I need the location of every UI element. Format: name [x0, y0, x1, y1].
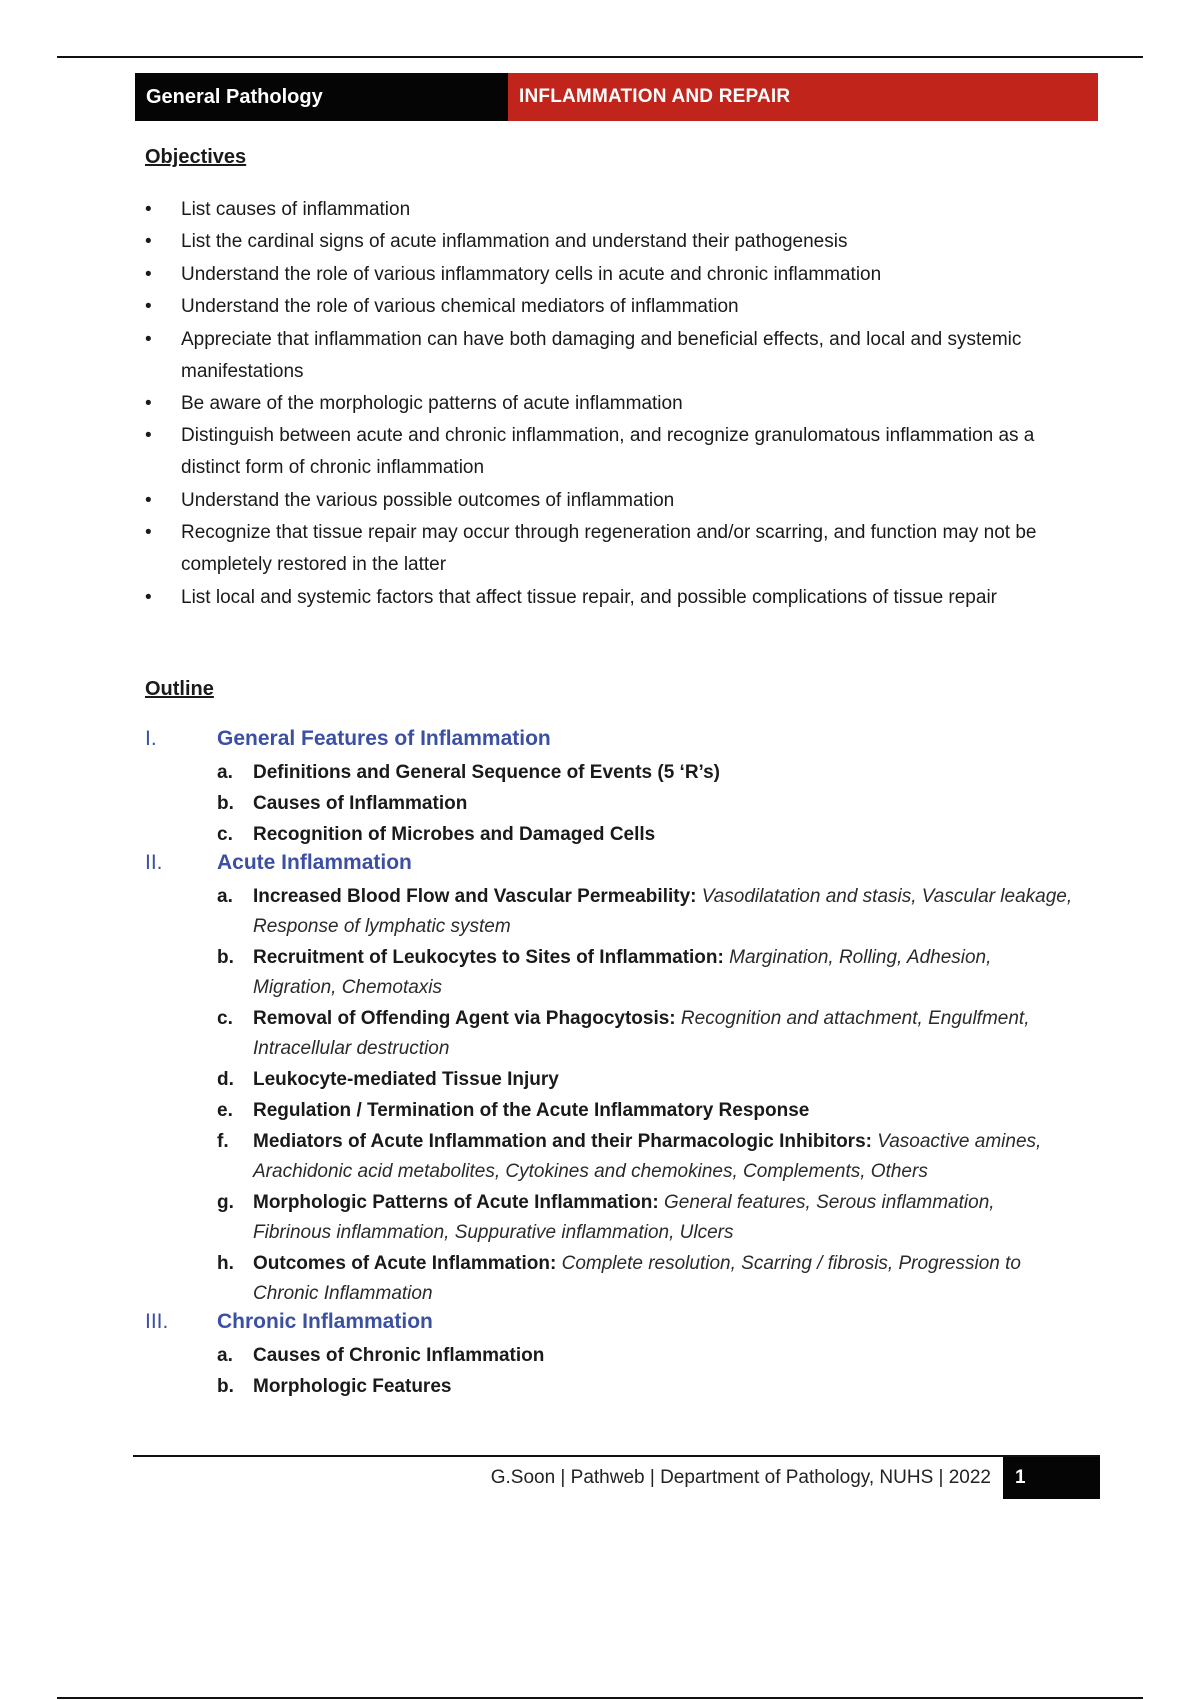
outline-subitem [145, 1127, 1095, 1187]
subitem-title: Recognition of Microbes and Damaged Cells [253, 823, 656, 845]
outline-subitem [145, 1096, 1095, 1126]
bottom-rule [57, 1697, 1143, 1699]
subitem-title: Definitions and General Sequence of Events (5 ‘R’s) [253, 761, 721, 783]
subitem-title: Morphologic Features [253, 1375, 452, 1397]
outline-subitem [145, 1249, 1095, 1309]
objective-item: • List the cardinal signs of acute inflammation and understand their pathogenesis [145, 226, 1095, 258]
objectives-list [145, 194, 1095, 614]
subitem-letter: a. [217, 885, 233, 907]
subitem-details: Vasodilatation and stasis, Vascular leakage, Response of lymphatic system [253, 885, 1073, 937]
outline-subitem [145, 1004, 1095, 1064]
subitem-details: Recognition and attachment, Engulfment, Intracellular destruction [253, 1007, 1030, 1059]
subitem-letter: e. [217, 1099, 233, 1121]
outline-subitem [145, 820, 1095, 850]
objective-item: • Understand the role of various inflammatory cells in acute and chronic inflammation [145, 259, 1095, 291]
subitem-details: Margination, Rolling, Adhesion, Migration, Chemotaxis [253, 946, 992, 998]
objectives-title: Objectives [145, 146, 247, 168]
objective-item: • Understand the role of various chemical mediators of inflammation [145, 291, 1095, 323]
subitem-title: Outcomes of Acute Inflammation: [253, 1252, 557, 1274]
outline-subitem [145, 1341, 1095, 1371]
outline-title: Outline [145, 677, 214, 700]
page-footer [133, 1455, 1100, 1499]
top-rule [57, 56, 1143, 58]
subitem-letter: d. [217, 1068, 234, 1090]
subitem-letter: g. [217, 1191, 234, 1213]
section-numeral: II. [145, 850, 163, 874]
outline-section-heading [145, 727, 1095, 758]
outline-subitem [145, 943, 1095, 1003]
outline-subitem [145, 789, 1095, 819]
subitem-letter: c. [217, 1007, 233, 1029]
subitem-letter: a. [217, 761, 233, 783]
section-title: Chronic Inflammation [217, 1309, 433, 1333]
subitem-title: Recruitment of Leukocytes to Sites of Inflammation: [253, 946, 724, 968]
subitem-title: Removal of Offending Agent via Phagocytosis: [253, 1007, 676, 1029]
objective-item: • Appreciate that inflammation can have both damaging and beneficial effects, and local and systemic manifestations [145, 324, 1095, 388]
header-topic-title: INFLAMMATION AND REPAIR [508, 73, 1098, 121]
header-course-title: General Pathology [135, 73, 508, 121]
section-title: General Features of Inflammation [217, 726, 551, 750]
subitem-title: Regulation / Termination of the Acute Inflammatory Response [253, 1099, 810, 1121]
subitem-letter: h. [217, 1252, 234, 1274]
outline-list [145, 727, 1095, 1402]
subitem-title: Mediators of Acute Inflammation and their Pharmacologic Inhibitors: [253, 1130, 872, 1152]
subitem-letter: a. [217, 1344, 233, 1366]
subitem-letter: b. [217, 792, 234, 814]
page-content [145, 146, 1095, 1403]
subitem-details: Vasoactive amines, Arachidonic acid metabolites, Cytokines and chemokines, Complements, Others [253, 1130, 1042, 1182]
objective-item: • Recognize that tissue repair may occur through regeneration and/or scarring, and function may not be completely restored in the latter [145, 517, 1095, 581]
subitem-details: Complete resolution, Scarring / fibrosis, Progression to Chronic Inflammation [253, 1252, 1021, 1304]
outline-section-heading [145, 1310, 1095, 1341]
section-numeral: I. [145, 726, 157, 750]
objective-item: • List local and systemic factors that affect tissue repair, and possible complications of tissue repair [145, 582, 1095, 614]
subitem-title: Causes of Inflammation [253, 792, 468, 814]
document-header [135, 73, 1098, 121]
subitem-title: Leukocyte-mediated Tissue Injury [253, 1068, 559, 1090]
outline-subitem [145, 758, 1095, 788]
objective-item: • Understand the various possible outcomes of inflammation [145, 485, 1095, 517]
outline-section-heading [145, 851, 1095, 882]
subitem-letter: c. [217, 823, 233, 845]
subitem-title: Morphologic Patterns of Acute Inflammation: [253, 1191, 659, 1213]
outline-subitem [145, 1065, 1095, 1095]
subitem-title: Causes of Chronic Inflammation [253, 1344, 545, 1366]
page-number: 1 [1003, 1457, 1100, 1499]
subitem-details: General features, Serous inflammation, Fibrinous inflammation, Suppurative inflammation, Ulcers [253, 1191, 995, 1243]
subitem-letter: b. [217, 1375, 234, 1397]
footer-credit: G.Soon | Pathweb | Department of Pathology, NUHS | 2022 [490, 1467, 991, 1488]
objective-item: • Distinguish between acute and chronic inflammation, and recognize granulomatous inflammation as a distinct form of chronic inflammation [145, 420, 1095, 484]
objective-item: • List causes of inflammation [145, 194, 1095, 226]
outline-subitem [145, 1188, 1095, 1248]
outline-subitem [145, 882, 1095, 942]
objective-item: • Be aware of the morphologic patterns of acute inflammation [145, 388, 1095, 420]
outline-subitem [145, 1372, 1095, 1402]
subitem-letter: f. [217, 1130, 229, 1152]
subitem-letter: b. [217, 946, 234, 968]
section-numeral: III. [145, 1309, 169, 1333]
subitem-title: Increased Blood Flow and Vascular Permeability: [253, 885, 697, 907]
section-title: Acute Inflammation [217, 850, 412, 874]
